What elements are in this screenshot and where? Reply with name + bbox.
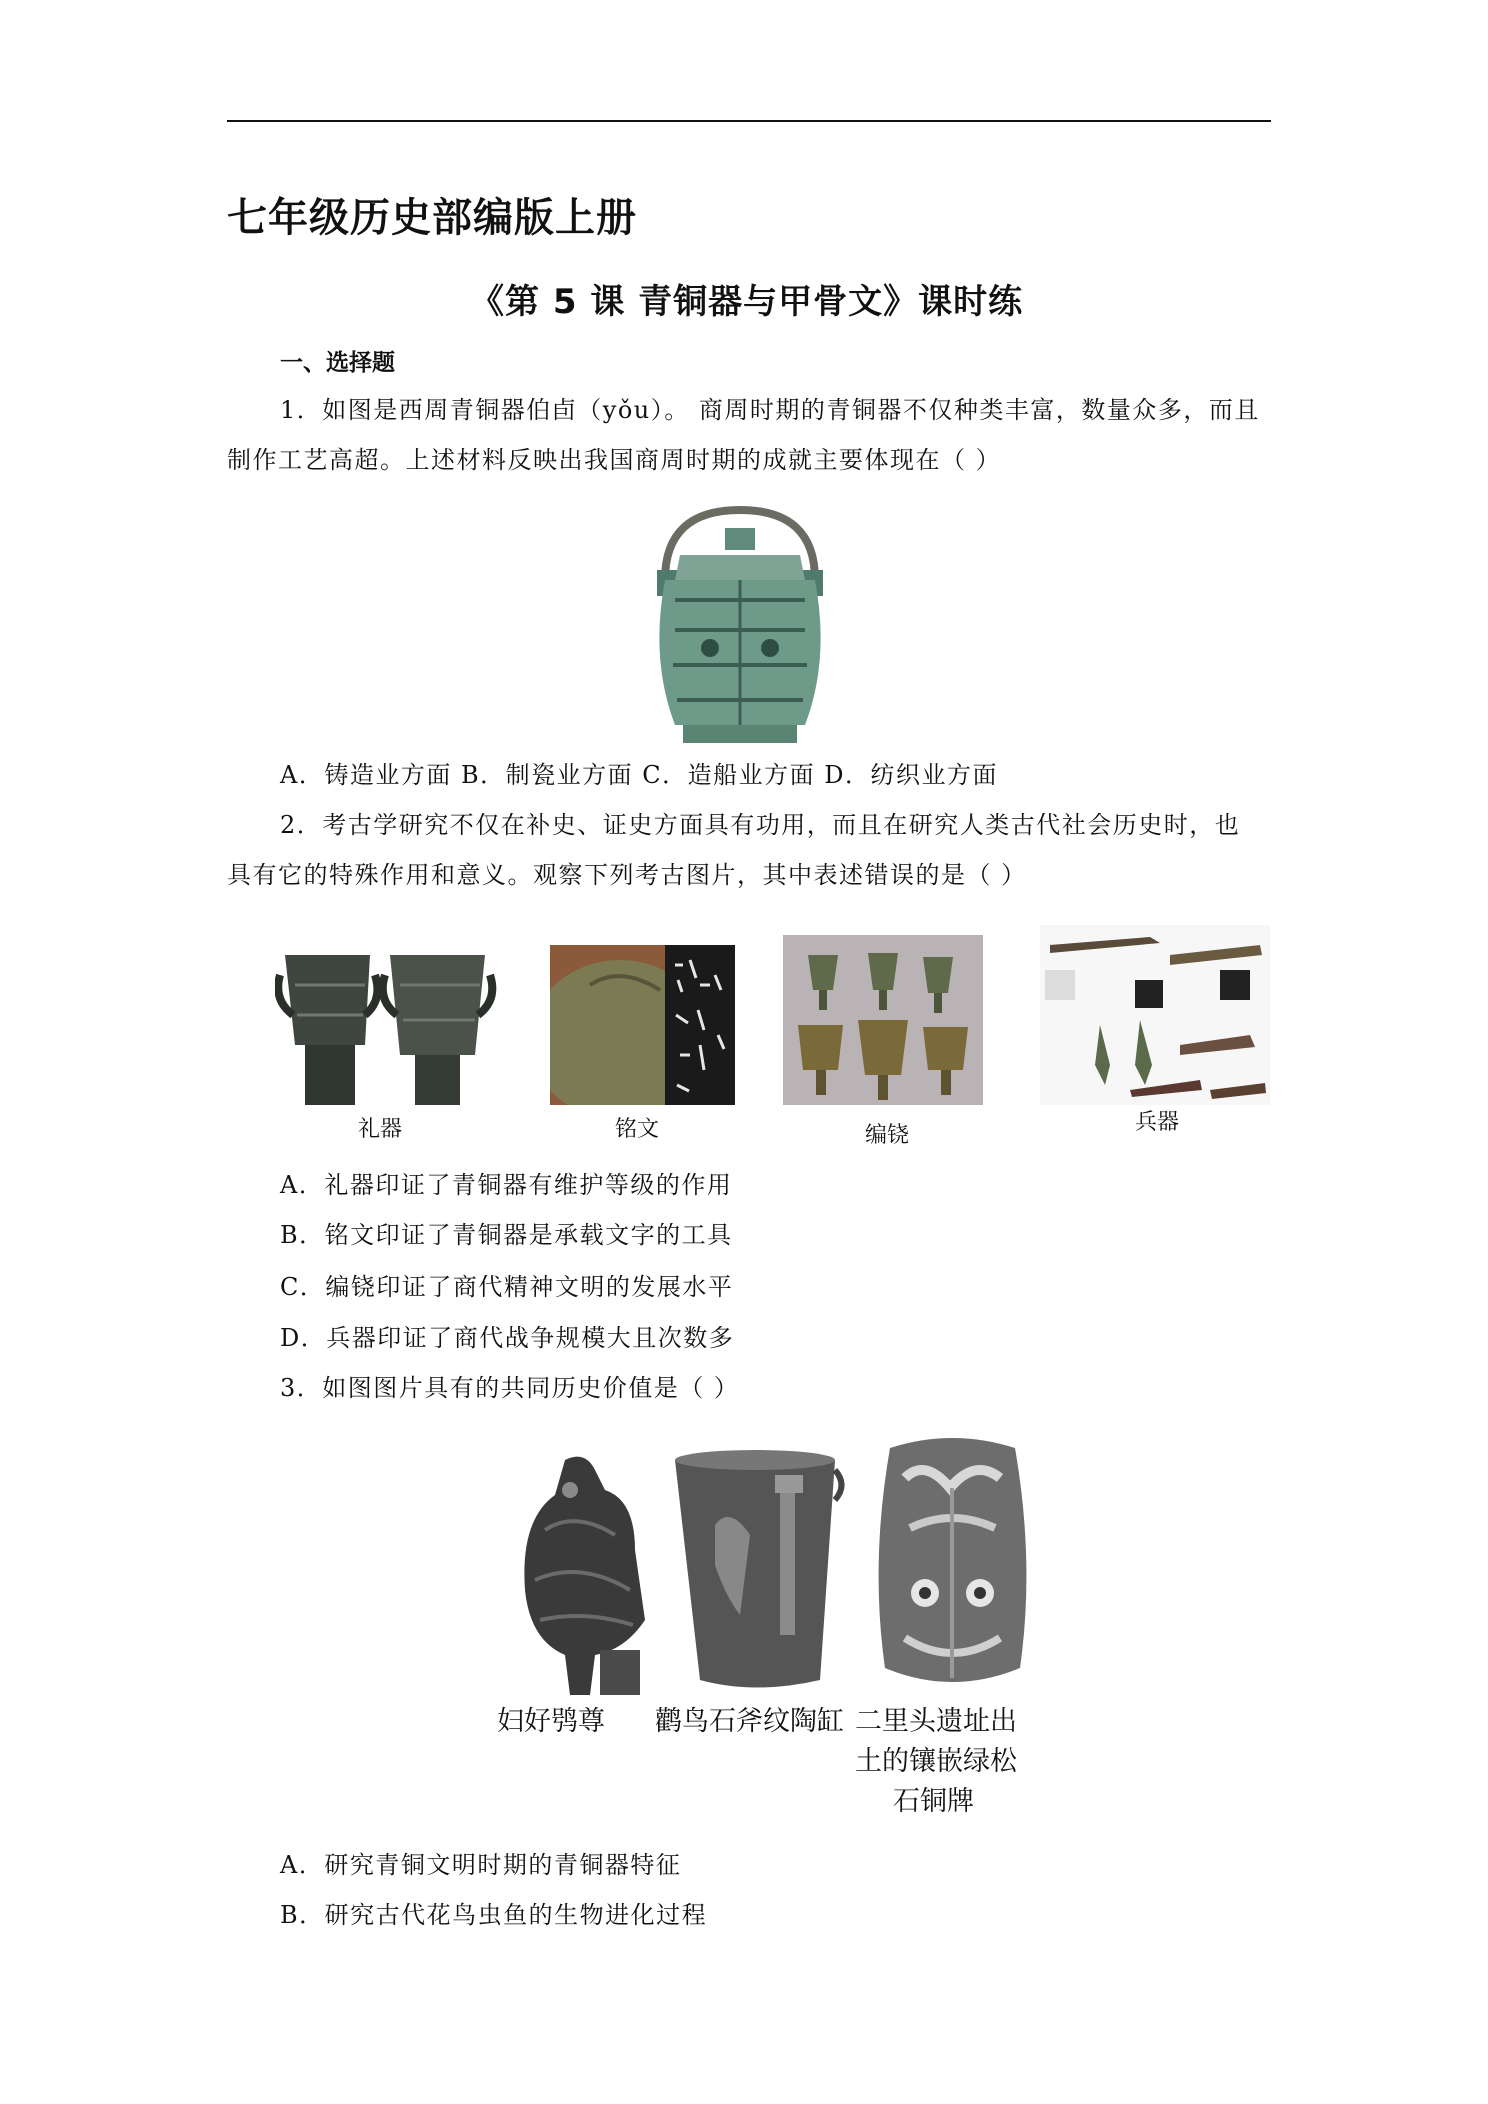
q1-bronze-you-image <box>635 500 845 750</box>
q2-ritual-vessel-image <box>275 945 500 1105</box>
q2-weapons-image <box>1040 925 1270 1105</box>
section-heading: 一、选择题 <box>280 350 395 376</box>
q3-caption-plaque-line1: 二里头遗址出 <box>855 1706 1017 1737</box>
inscription-icon <box>550 945 735 1105</box>
q3-caption-plaque-line3: 石铜牌 <box>893 1786 974 1817</box>
turquoise-plaque-icon <box>865 1428 1040 1698</box>
q1-text-line2: 制作工艺高超。上述材料反映出我国商周时期的成就主要体现在（ ） <box>227 446 1002 474</box>
q2-inscription-image <box>550 945 735 1105</box>
pottery-vat-icon <box>670 1445 845 1700</box>
document-title: 七年级历史部编版上册 <box>227 195 637 241</box>
header-rule <box>227 120 1271 122</box>
q3-option-a: A．研究青铜文明时期的青铜器特征 <box>280 1851 682 1879</box>
q2-caption-liqi: 礼器 <box>358 1117 403 1142</box>
q3-fuhao-xiaozun-image <box>515 1450 650 1700</box>
q2-caption-bingqi: 兵器 <box>1135 1110 1180 1135</box>
q3-caption-fuhao: 妇好鸮尊 <box>497 1706 605 1737</box>
q2-text-line1: 2．考古学研究不仅在补史、证史方面具有功用，而且在研究人类古代社会历史时，也 <box>280 811 1241 839</box>
bronze-weapons-icon <box>1040 925 1270 1105</box>
q3-text-line1: 3．如图图片具有的共同历史价值是（ ） <box>280 1374 740 1402</box>
q3-option-b: B．研究古代花鸟虫鱼的生物进化过程 <box>280 1901 708 1929</box>
q2-caption-mingwen: 铭文 <box>615 1117 660 1142</box>
bronze-you-vessel-icon <box>635 500 845 750</box>
q3-caption-pottery: 鹳鸟石斧纹陶缸 <box>655 1706 844 1737</box>
q1-text-line1: 1．如图是西周青铜器伯卣（yǒu）。 商周时期的青铜器不仅种类丰富，数量众多，而且 <box>280 396 1260 424</box>
bianrao-bells-icon <box>783 935 983 1105</box>
q2-text-line2: 具有它的特殊作用和意义。观察下列考古图片，其中表述错误的是（ ） <box>227 861 1027 889</box>
q2-option-d: D．兵器印证了商代战争规模大且次数多 <box>280 1324 735 1352</box>
q2-option-b: B．铭文印证了青铜器是承载文字的工具 <box>280 1221 733 1249</box>
q3-pottery-vat-image <box>670 1445 845 1700</box>
q3-caption-plaque-line2: 土的镶嵌绿松 <box>855 1746 1017 1777</box>
owl-vessel-icon <box>515 1450 650 1700</box>
q3-turquoise-plaque-image <box>865 1428 1040 1698</box>
q1-options: A．铸造业方面 B．制瓷业方面 C．造船业方面 D．纺织业方面 <box>280 761 998 789</box>
q2-option-a: A．礼器印证了青铜器有维护等级的作用 <box>280 1171 733 1199</box>
lesson-title: 《第 5 课 青铜器与甲骨文》课时练 <box>470 282 1024 322</box>
q2-option-c: C．编铙印证了商代精神文明的发展水平 <box>280 1273 734 1301</box>
ritual-vessel-icon <box>275 945 500 1105</box>
q2-bianrao-image <box>783 935 983 1105</box>
q2-caption-bianrao: 编铙 <box>865 1123 910 1148</box>
